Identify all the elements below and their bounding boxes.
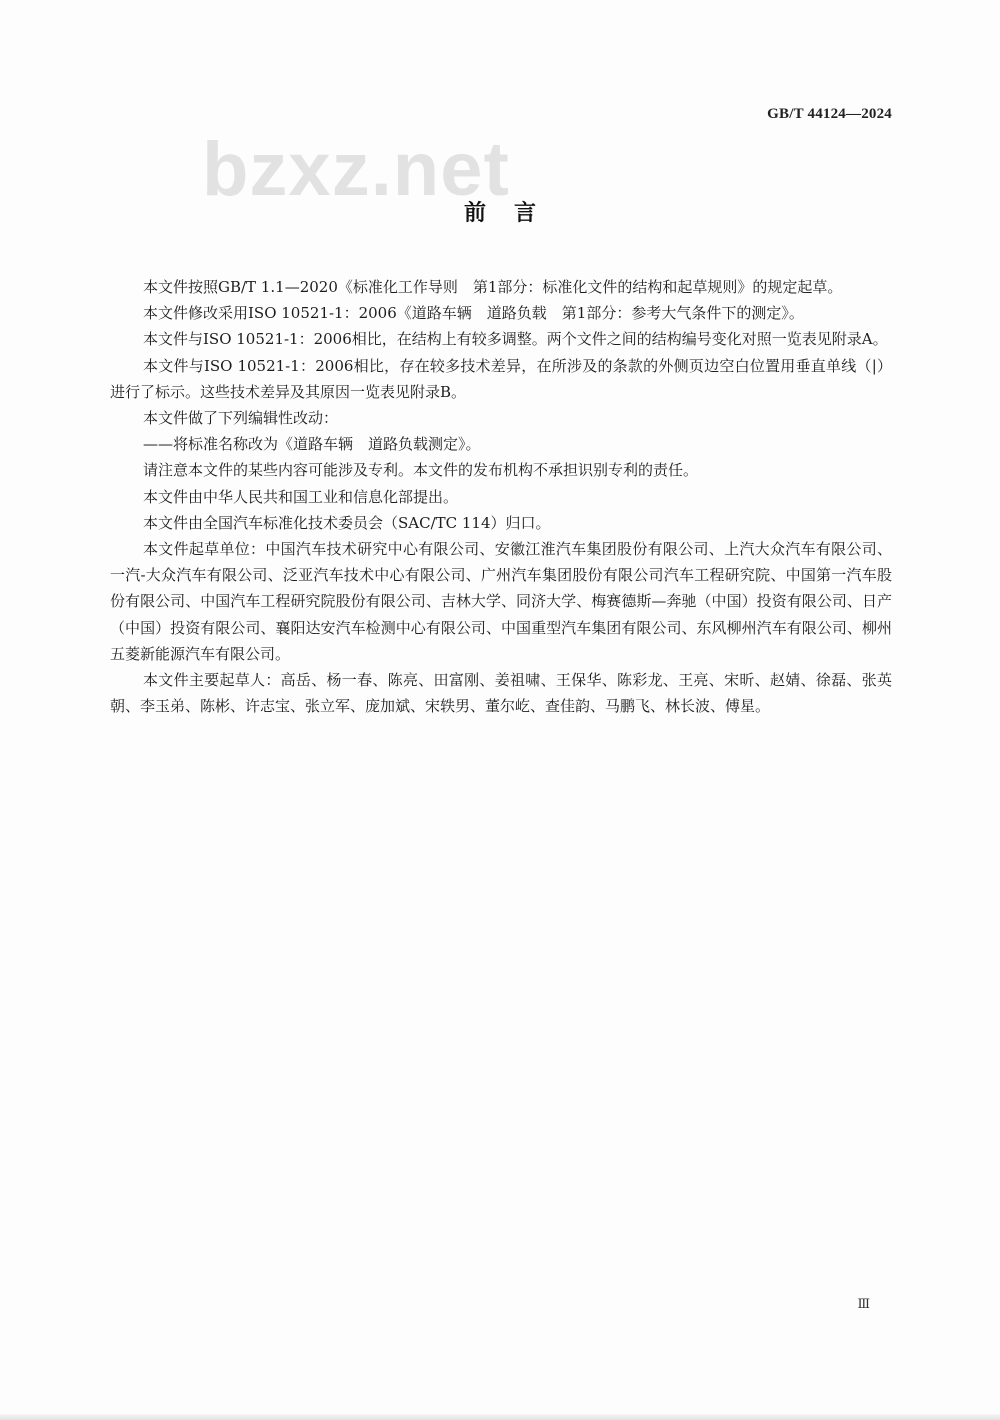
paragraph-drafting-rule: 本文件按照GB/T 1.1—2020《标准化工作导则 第1部分：标准化文件的结构和起草规则》的规定起草。 — [143, 278, 843, 296]
paragraph-technical-differences: 本文件与ISO 10521-1：2006相比，存在较多技术差异，在所涉及的条款的外侧页边空白位置用垂直单线（|）进行了标示。这些技术差异及其原因一览表见附录B。 — [110, 356, 892, 401]
paragraph-committee: 本文件由全国汽车标准化技术委员会（SAC/TC 114）归口。 — [143, 513, 551, 532]
paragraph-drafting-units: 本文件起草单位：中国汽车技术研究中心有限公司、安徽江淮汽车集团股份有限公司、上汽大众汽车有限公司、一汽-大众汽车有限公司、泛亚汽车技术中心有限公司、广州汽车集团股份有限公司汽车工程研究院、中国第一汽车股份有限公司、中国汽车工程研究院股份有限公司、吉林大学、同济大学、梅赛德斯—奔驰（中国）投资有限公司、日产（中国）投资有限公司、襄阳达安汽车检测中心有限公司、中国重型汽车集团有限公司、东风柳州汽车有限公司、柳州五菱新能源汽车有限公司。 — [110, 540, 892, 663]
page-title: 前言 — [463, 201, 564, 226]
paragraph-editorial-changes: 本文件做了下列编辑性改动： — [143, 409, 339, 428]
paragraph-title-change: ——将标准名称改为《道路车辆 道路负载测定》。 — [143, 435, 481, 454]
paragraph-proposer: 本文件由中华人民共和国工业和信息化部提出。 — [143, 487, 459, 506]
paragraph-drafters: 本文件主要起草人：高岳、杨一春、陈亮、田富刚、姜祖啸、王保华、陈彩龙、王亮、宋昕、赵婧、徐磊、张英朝、李玉弟、陈彬、许志宝、张立军、庞加斌、宋轶男、董尔屹、查佳韵、马鹏飞、林长波、傅星。 — [110, 671, 892, 716]
paragraph-adoption: 本文件修改采用ISO 10521-1：2006《道路车辆 道路负载 第1部分：参考大气条件下的测定》。 — [143, 304, 804, 323]
paragraph-structure-changes: 本文件与ISO 10521-1：2006相比，在结构上有较多调整。两个文件之间的结构编号变化对照一览表见附录A。 — [143, 330, 888, 349]
preface-body — [110, 274, 892, 719]
page-edge — [0, 1414, 1000, 1420]
paragraph-patent-notice: 请注意本文件的某些内容可能涉及专利。本文件的发布机构不承担识别专利的责任。 — [143, 461, 699, 480]
page-number: Ⅲ — [857, 1297, 870, 1312]
watermark: bzxz.net — [202, 127, 510, 212]
standard-number: GB/T 44124—2024 — [767, 106, 892, 122]
